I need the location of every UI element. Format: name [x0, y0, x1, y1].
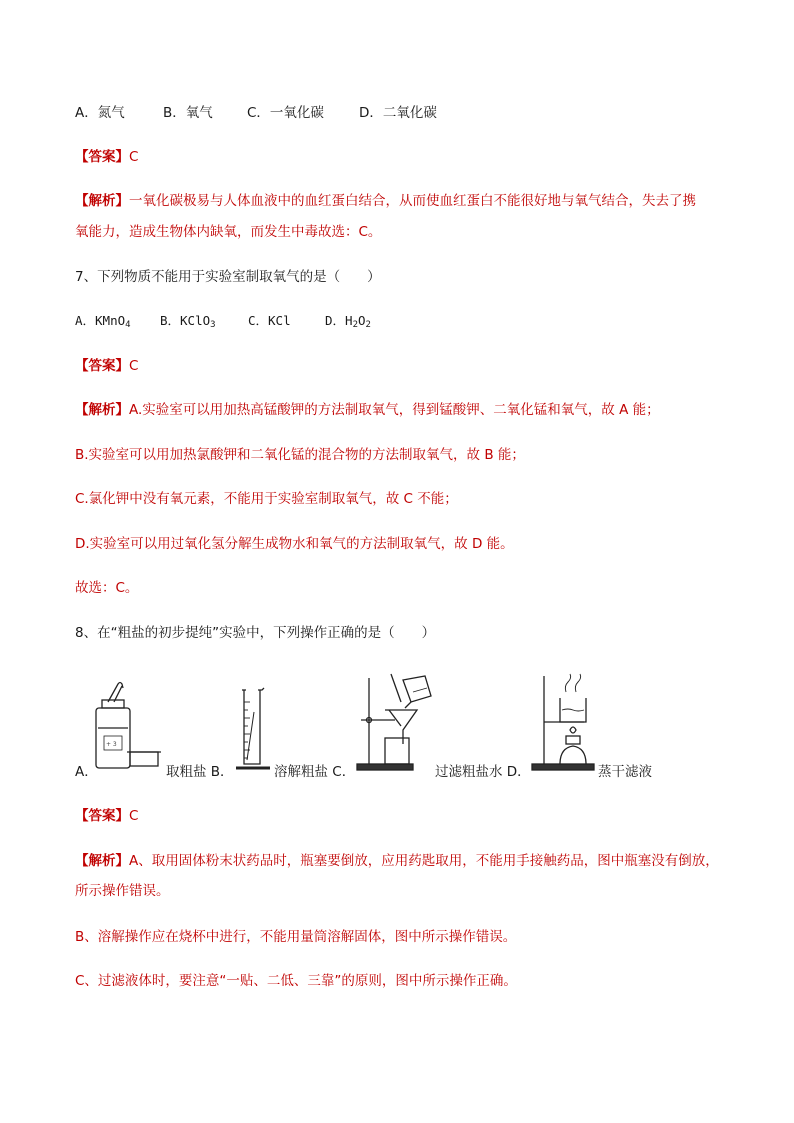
q7-analysis: [75, 400, 660, 420]
q7-option-c: C．KCl: [248, 313, 291, 328]
q7-answer: [75, 356, 138, 376]
q6-answer: [75, 147, 138, 167]
fig-a-caption: 取粗盐 B．: [166, 764, 234, 780]
analysis-text-a: A、取用固体粉末状药品时，瓶塞要倒放，应用药匙取用，不能用手接触药品，图中瓶塞没有倒放，所示操作错误。: [75, 853, 719, 899]
reagent-bottle-figure: [90, 680, 165, 775]
q8-analysis: [75, 846, 725, 906]
q6-option-c: C．一氧化碳: [247, 105, 324, 121]
answer-tag: 【答案】: [75, 358, 129, 374]
q7-conclusion: 故选：C。: [75, 580, 139, 596]
q8-analysis-b: B、溶解操作应在烧杯中进行，不能用量筒溶解固体，图中所示操作错误。: [75, 929, 517, 945]
q7-option-b: B．KClO$_3$: [160, 313, 216, 330]
filtration-setup-figure: [355, 672, 435, 776]
answer-value: C: [129, 808, 139, 824]
svg-text:+ 3: + 3: [106, 741, 117, 748]
q8-stem: 8、在“粗盐的初步提纯”实验中，下列操作正确的是（ ）: [75, 625, 436, 641]
answer-tag: 【答案】: [75, 808, 129, 824]
q7-options: [75, 311, 371, 335]
q8-analysis-c: C、过滤液体时，要注意“一贴、二低、三靠”的原则，图中所示操作正确。: [75, 973, 517, 989]
q6-option-d: D．二氧化碳: [359, 105, 437, 121]
q7-stem: 7、下列物质不能用于实验室制取氧气的是（ ）: [75, 269, 381, 285]
analysis-tag: 【解析】: [75, 193, 129, 209]
fig-a-letter: A．: [75, 764, 98, 780]
q8-answer: [75, 806, 138, 826]
analysis-text: 一氧化碳极易与人体血液中的血红蛋白结合，从而使血红蛋白不能很好地与氧气结合，失去了携: [129, 193, 696, 209]
q6-option-b: B．氧气: [163, 105, 213, 121]
q6-analysis-line2: 氧能力，造成生物体内缺氧，而发生中毒故选：C。: [75, 224, 382, 240]
q7-analysis-d: D.实验室可以用过氧化氢分解生成物水和氧气的方法制取氧气，故 D 能。: [75, 536, 514, 552]
graduated-cylinder-figure: [234, 688, 274, 776]
q7-analysis-c: C.氯化钾中没有氧元素，不能用于实验室制取氧气，故 C 不能；: [75, 491, 458, 507]
fig-b-caption: 溶解粗盐 C．: [274, 764, 356, 780]
answer-value: C: [129, 358, 139, 374]
q7-option-a: A．KMnO$_4$: [75, 313, 131, 330]
q7-option-d: D．$H_2O_2$: [325, 313, 371, 330]
answer-tag: 【答案】: [75, 149, 129, 165]
q7-analysis-b: B.实验室可以用加热氯酸钾和二氧化锰的混合物的方法制取氧气，故 B 能；: [75, 447, 525, 463]
answer-value: C: [129, 149, 139, 165]
q6-options: [75, 103, 437, 123]
analysis-tag: 【解析】: [75, 853, 129, 869]
evaporation-setup-figure: [530, 672, 602, 776]
q6-analysis: [75, 191, 696, 211]
analysis-text-a: A.实验室可以用加热高锰酸钾的方法制取氧气，得到锰酸钾、二氧化锰和氧气，故 A 能；: [129, 402, 660, 418]
q6-option-a: A．氮气: [75, 105, 125, 121]
analysis-tag: 【解析】: [75, 402, 129, 418]
fig-d-caption: 蒸干滤液: [598, 764, 652, 780]
fig-c-caption: 过滤粗盐水 D．: [435, 764, 531, 780]
